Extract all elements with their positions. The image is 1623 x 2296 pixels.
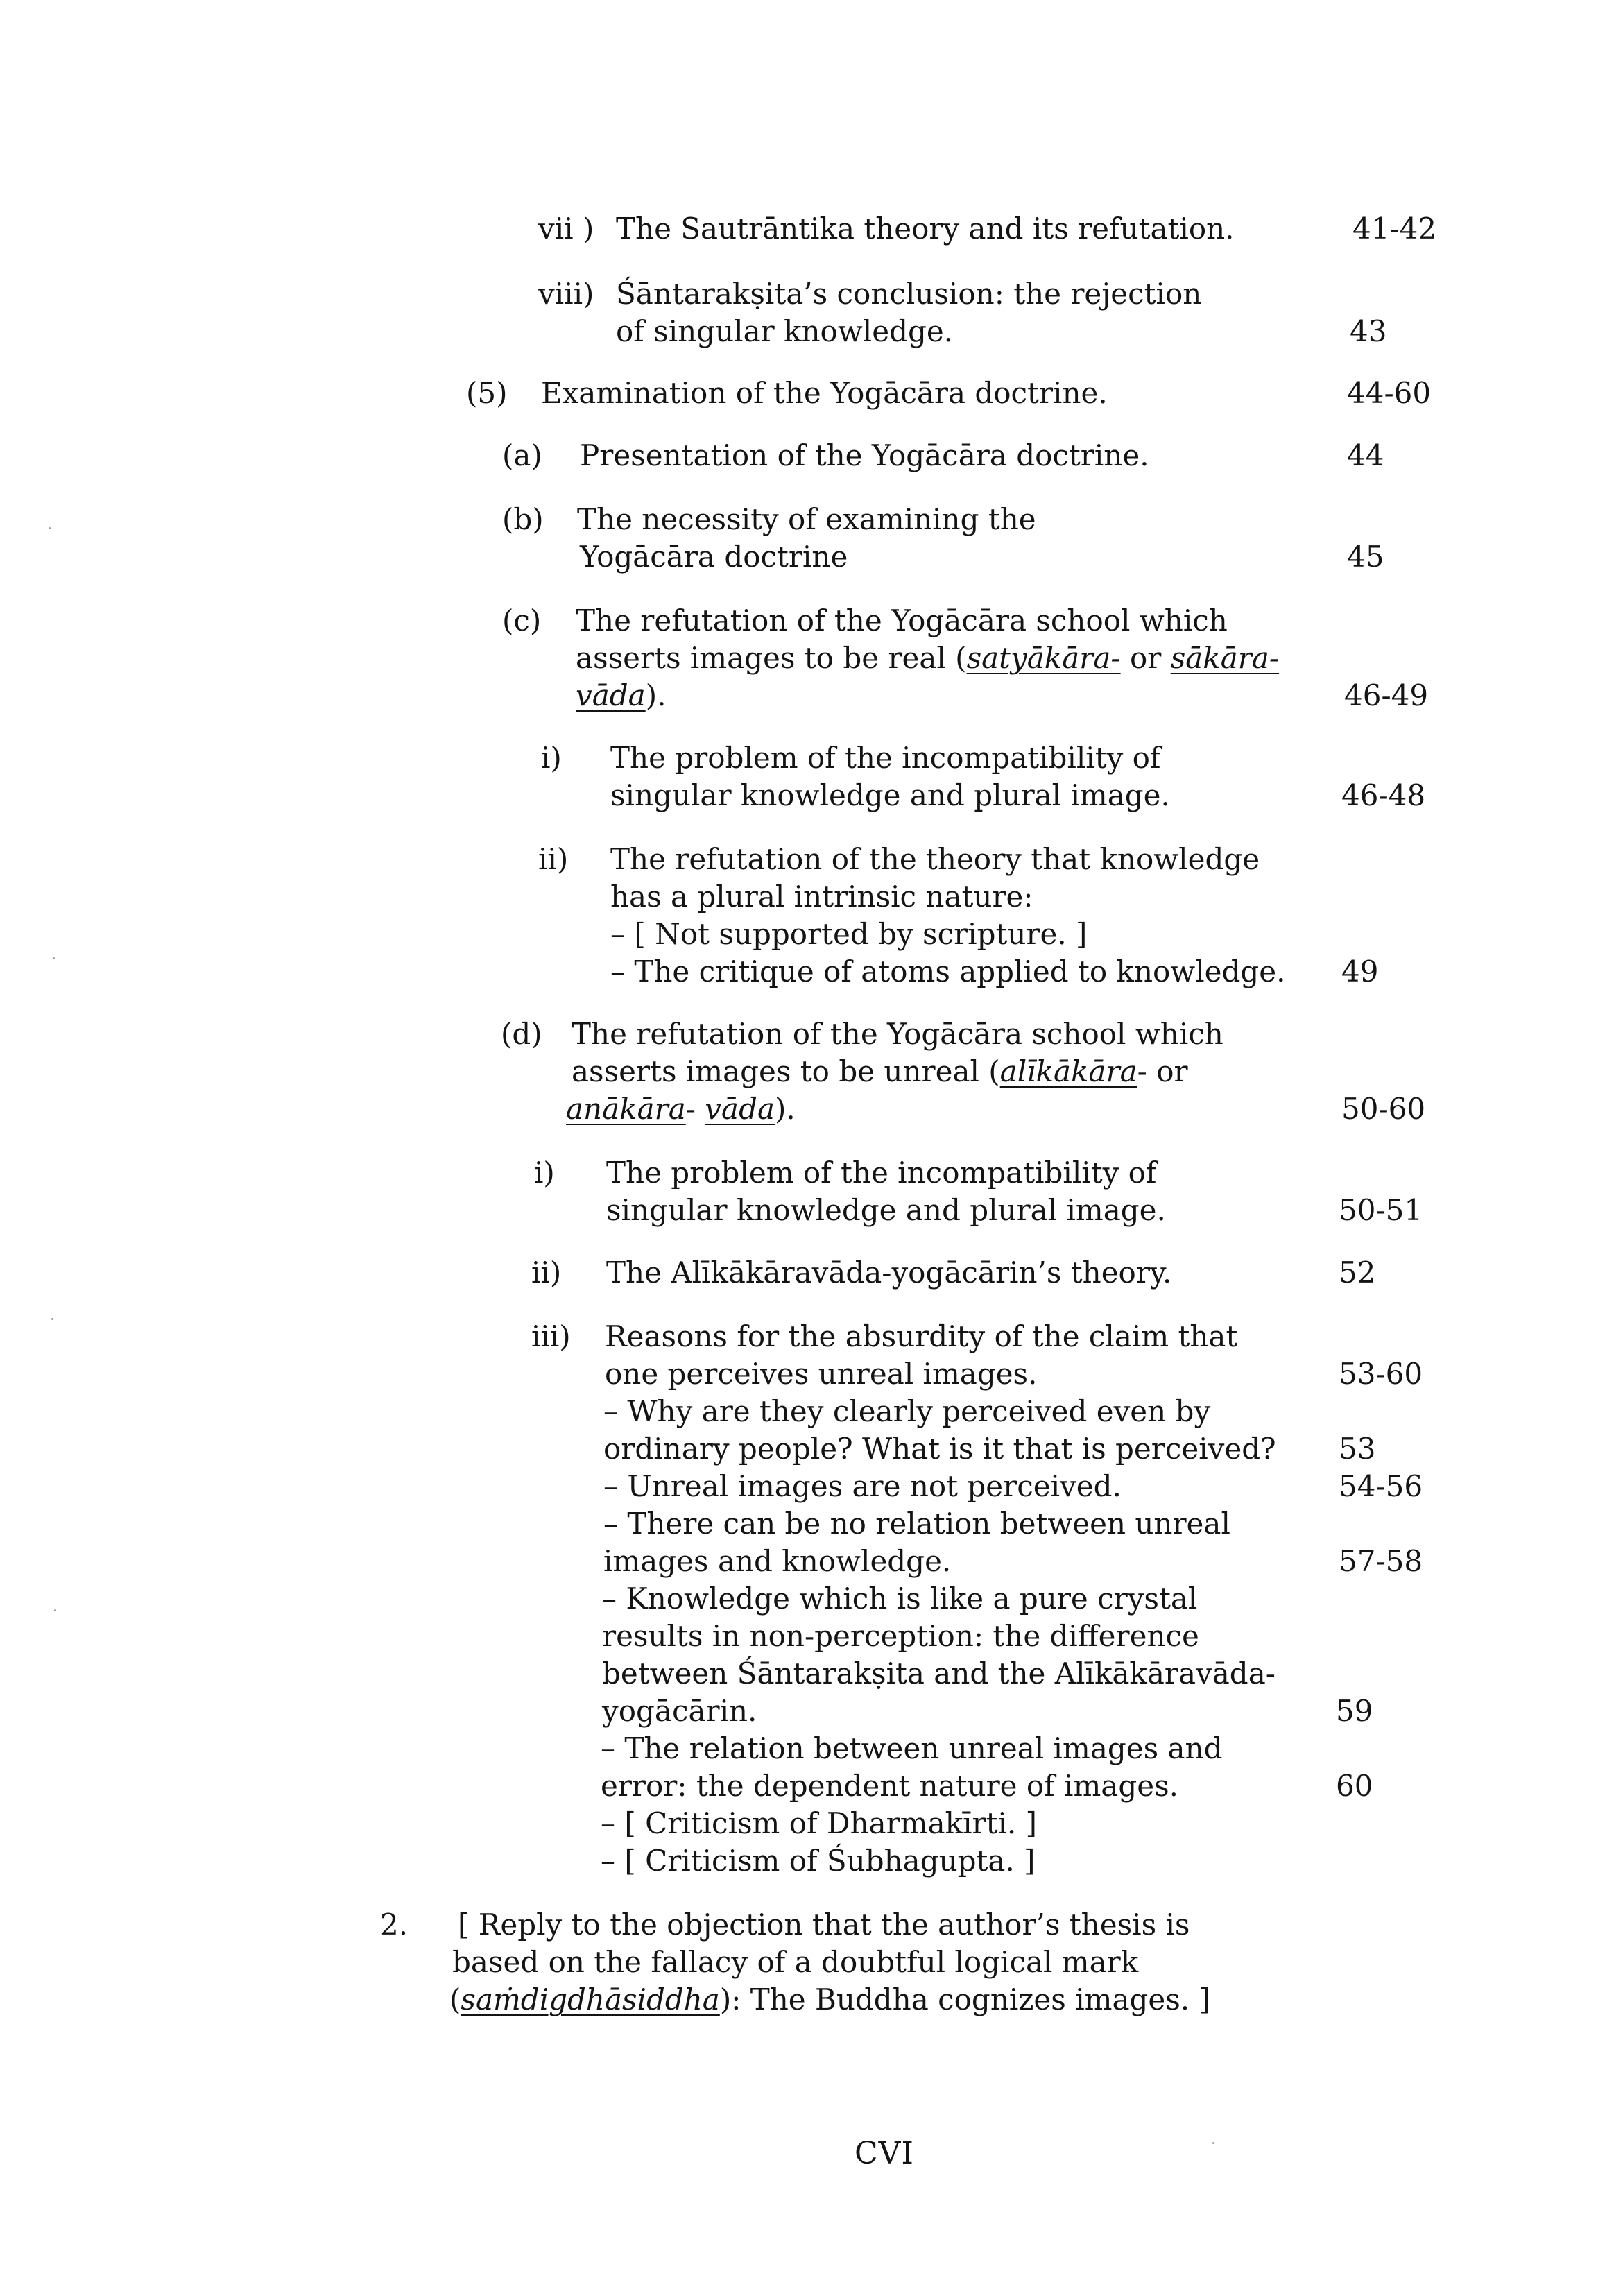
- toc-entry-c-ii-line3: – [ Not supported by scripture. ]: [610, 917, 1088, 951]
- term-anakara: anākāra: [566, 1092, 686, 1126]
- toc-entry-2-line2: based on the fallacy of a doubtful logical mark: [452, 1945, 1139, 1979]
- toc-marker-5: (5): [466, 376, 508, 410]
- toc-entry-d-iii-line7: images and knowledge.: [603, 1544, 952, 1578]
- scan-speck: [53, 957, 55, 959]
- toc-entry-c-i-line2: singular knowledge and plural image.: [610, 778, 1170, 812]
- toc-entry-2-line1: [ Reply to the objection that the author’s thesis is: [458, 1908, 1190, 1942]
- toc-entry-vii: The Sautrāntika theory and its refutation.: [616, 212, 1235, 246]
- toc-page-b: 45: [1347, 540, 1384, 574]
- term-samdigdhasiddha: saṁdigdhāsiddha: [461, 1982, 720, 2016]
- toc-entry-viii-line2: of singular knowledge.: [616, 314, 954, 348]
- toc-entry-b-line1: The necessity of examining the: [577, 502, 1036, 536]
- toc-entry-d-iii-line3: – Why are they clearly perceived even by: [603, 1394, 1211, 1428]
- toc-marker-c: (c): [502, 603, 542, 637]
- toc-marker-2: 2.: [380, 1908, 409, 1942]
- toc-entry-d-iii-line1: Reasons for the absurdity of the claim that: [605, 1319, 1238, 1353]
- toc-entry-c-line1: The refutation of the Yogācāra school which: [576, 603, 1228, 637]
- toc-marker-c-i: i): [541, 741, 562, 775]
- toc-page-c-i: 46-48: [1341, 778, 1426, 812]
- toc-entry-d-iii-line6: – There can be no relation between unreal: [603, 1507, 1230, 1541]
- term-vada-2: vāda: [705, 1092, 775, 1126]
- scan-speck: [51, 1318, 53, 1320]
- toc-page-d-iii-c: 57-58: [1339, 1544, 1423, 1578]
- term-alikakara: alīkākāra: [999, 1054, 1137, 1088]
- toc-entry-d-i-line2: singular knowledge and plural image.: [606, 1193, 1166, 1227]
- toc-marker-b: (b): [502, 502, 544, 536]
- toc-page-d-i: 50-51: [1339, 1193, 1423, 1227]
- toc-entry-d-iii-line13: error: the dependent nature of images.: [601, 1769, 1178, 1803]
- toc-page-d-iii-d: 59: [1336, 1694, 1373, 1728]
- toc-entry-b-line2: Yogācāra doctrine: [580, 540, 848, 574]
- toc-entry-2-line3: (saṁdigdhāsiddha): The Buddha cognizes images. ]: [449, 1982, 1210, 2016]
- toc-entry-d-line3: anākāra- vāda).: [566, 1092, 796, 1126]
- scan-speck: [1212, 2142, 1214, 2144]
- toc-entry-c-line2: asserts images to be real (satyākāra- or sākāra-: [576, 641, 1280, 675]
- toc-marker-d-iii: iii): [531, 1319, 571, 1353]
- toc-entry-d-iii-line8: – Knowledge which is like a pure crystal: [602, 1582, 1198, 1616]
- scan-speck: [54, 1609, 56, 1611]
- toc-page-vii: 41-42: [1352, 212, 1437, 246]
- toc-entry-c-ii-line1: The refutation of the theory that knowledge: [610, 842, 1260, 876]
- toc-entry-a: Presentation of the Yogācāra doctrine.: [580, 438, 1149, 472]
- toc-entry-d-line1: The refutation of the Yogācāra school which: [572, 1017, 1223, 1051]
- toc-entry-d-iii-line15: – [ Criticism of Śubhagupta. ]: [601, 1844, 1036, 1878]
- toc-page-c-ii: 49: [1341, 954, 1379, 988]
- toc-entry-d-iii-line10: between Śāntarakṣita and the Alīkākāravāda-: [602, 1656, 1276, 1690]
- toc-page-d-iii-b: 54-56: [1339, 1469, 1423, 1503]
- toc-entry-5: Examination of the Yogācāra doctrine.: [541, 376, 1108, 410]
- toc-page-a: 44: [1347, 438, 1384, 472]
- toc-entry-d-ii: The Alīkākāravāda-yogācārin’s theory.: [606, 1256, 1172, 1290]
- term-sakara: sākāra-: [1170, 641, 1280, 675]
- toc-page-5: 44-60: [1347, 376, 1432, 410]
- toc-entry-c-line3: vāda).: [576, 678, 667, 712]
- toc-marker-d: (d): [501, 1017, 542, 1051]
- toc-marker-viii: viii): [538, 277, 594, 311]
- toc-marker-a: (a): [502, 438, 542, 472]
- toc-entry-c-ii-line2: has a plural intrinsic nature:: [610, 880, 1033, 914]
- toc-entry-viii-line1: Śāntarakṣita’s conclusion: the rejection: [616, 277, 1202, 311]
- toc-marker-d-ii: ii): [531, 1256, 562, 1290]
- toc-entry-d-line2: asserts images to be unreal (alīkākāra- or: [572, 1054, 1188, 1088]
- toc-page-d-ii: 52: [1339, 1256, 1376, 1290]
- toc-entry-d-iii-line4: ordinary people? What is it that is perceived?: [603, 1432, 1276, 1466]
- toc-marker-vii: vii ): [538, 212, 594, 246]
- toc-entry-c-i-line1: The problem of the incompatibility of: [610, 741, 1161, 775]
- toc-entry-d-iii-line12: – The relation between unreal images and: [601, 1731, 1223, 1765]
- scan-speck: [49, 527, 51, 529]
- toc-entry-c-ii-line4: – The critique of atoms applied to knowledge.: [610, 954, 1286, 988]
- toc-entry-d-iii-line14: – [ Criticism of Dharmakīrti. ]: [601, 1806, 1037, 1840]
- toc-page-d-iii: 53-60: [1339, 1357, 1423, 1391]
- toc-page-d-iii-a: 53: [1339, 1432, 1376, 1466]
- toc-entry-d-iii-line5: – Unreal images are not perceived.: [603, 1469, 1122, 1503]
- toc-page-viii: 43: [1350, 314, 1387, 348]
- term-satyakara: satyākāra-: [966, 641, 1121, 675]
- toc-marker-d-i: i): [534, 1156, 555, 1190]
- toc-entry-d-iii-line2: one perceives unreal images.: [605, 1357, 1038, 1391]
- toc-entry-d-iii-line11: yogācārin.: [602, 1694, 757, 1728]
- toc-marker-c-ii: ii): [538, 842, 569, 876]
- toc-entry-d-i-line1: The problem of the incompatibility of: [606, 1156, 1157, 1190]
- toc-entry-d-iii-line9: results in non-perception: the difference: [602, 1619, 1199, 1653]
- toc-page-d-iii-e: 60: [1336, 1769, 1373, 1803]
- term-vada: vāda: [576, 678, 646, 712]
- page-number: CVI: [855, 2136, 914, 2171]
- toc-page-c: 46-49: [1344, 678, 1429, 712]
- toc-page-d: 50-60: [1341, 1092, 1426, 1126]
